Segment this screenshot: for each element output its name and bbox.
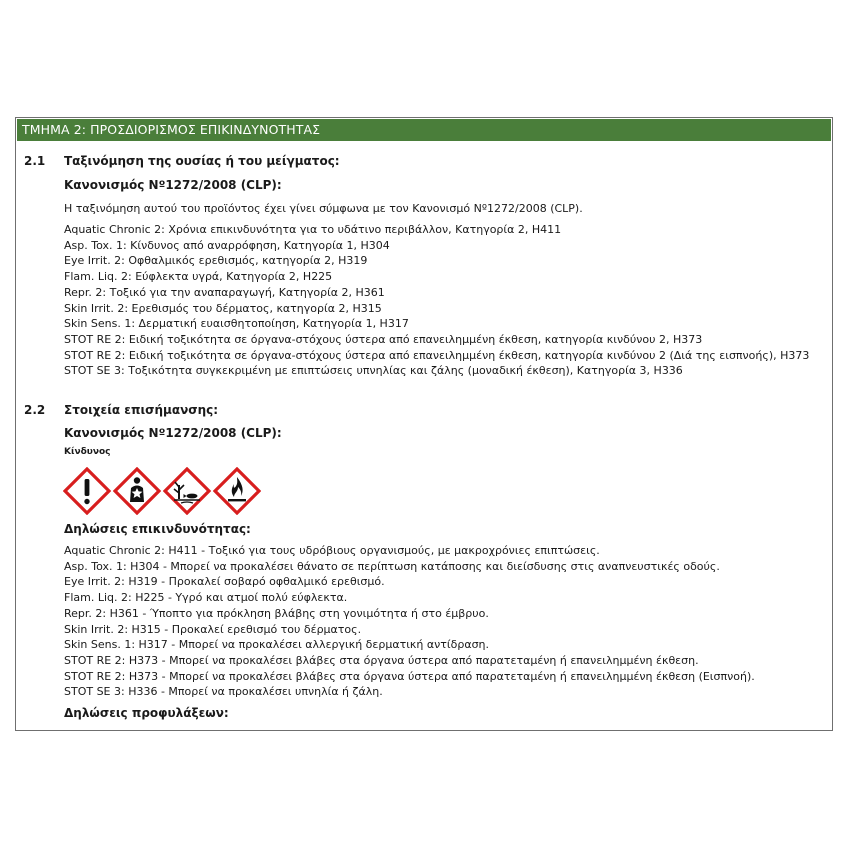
classification-item: STOT RE 2: Ειδική τοξικότητα σε όργανα-στόχους ύστερα από επανειλημμένη έκθεση, κατηγορία κινδύνου 2 (Διά της εισπνοής), H373 <box>64 348 810 362</box>
hazard-statement: Repr. 2: H361 - Ύποπτο για πρόκληση βλάβης στη γονιμότητα ή στο έμβρυο. <box>64 606 489 620</box>
section-2-1-regulation: Κανονισμός Nº1272/2008 (CLP): <box>64 178 282 192</box>
hazard-statements-list <box>64 543 755 700</box>
section-number-2-1: 2.1 <box>24 154 46 168</box>
hazard-statement: Asp. Tox. 1: H304 - Μπορεί να προκαλέσει θάνατο σε περίπτωση κατάποσης και διείσδυσης στις αναπνευστικές οδούς. <box>64 559 720 573</box>
hazard-statement: STOT SE 3: H336 - Μπορεί να προκαλέσει υπνηλία ή ζάλη. <box>64 685 383 699</box>
section-header: ΤΜΗΜΑ 2: ΠΡΟΣΔΙΟΡΙΣΜΟΣ ΕΠΙΚΙΝΔΥΝΟΤΗΤΑΣ <box>17 119 831 141</box>
hazard-statement: Flam. Liq. 2: H225 - Υγρό και ατμοί πολύ εύφλεκτα. <box>64 591 348 605</box>
classification-item: Repr. 2: Τοξικό για την αναπαραγωγή, Κατηγορία 2, H361 <box>64 285 385 299</box>
section-2-2-regulation: Κανονισμός Nº1272/2008 (CLP): <box>64 426 282 440</box>
hazard-statement: STOT RE 2: H373 - Μπορεί να προκαλέσει βλάβες στα όργανα ύστερα από παρατεταμένη ή επανειλημμένη έκθεση (Εισπνοή). <box>64 669 755 683</box>
classification-statement: Η ταξινόμηση αυτού του προϊόντος έχει γίνει σύμφωνα με τον Κανονισμό Nº1272/2008 (CLP). <box>64 202 583 215</box>
section-number-2-2: 2.2 <box>24 403 46 417</box>
signal-word: Κίνδυνος <box>64 447 111 457</box>
exclamation-mark-icon <box>63 467 111 515</box>
classification-item: Skin Sens. 1: Δερματική ευαισθητοποίηση, Κατηγορία 1, H317 <box>64 317 409 331</box>
classification-item: Flam. Liq. 2: Εύφλεκτα υγρά, Κατηγορία 2, H225 <box>64 270 333 284</box>
classification-item: STOT SE 3: Τοξικότητα συγκεκριμένη με επιπτώσεις υπνηλίας και ζάλης (μοναδική έκθεση), Κατηγορία 3, H336 <box>64 364 683 378</box>
classification-item: Asp. Tox. 1: Κίνδυνος από αναρρόφηση, Κατηγορία 1, H304 <box>64 238 390 252</box>
precautionary-statements-heading: Δηλώσεις προφυλάξεων: <box>64 706 229 720</box>
hazard-statement: STOT RE 2: H373 - Μπορεί να προκαλέσει βλάβες στα όργανα ύστερα από παρατεταμένη ή επανειλημμένη έκθεση. <box>64 653 699 667</box>
ghs-pictograms <box>63 467 261 515</box>
section-2-2-title: Στοιχεία επισήμανσης: <box>64 403 219 417</box>
flame-icon <box>213 467 261 515</box>
hazard-statement: Skin Sens. 1: H317 - Μπορεί να προκαλέσει αλλεργική δερματική αντίδραση. <box>64 638 490 652</box>
environment-icon <box>163 467 211 515</box>
hazard-statement: Eye Irrit. 2: H319 - Προκαλεί σοβαρό οφθαλμικό ερεθισμό. <box>64 575 385 589</box>
classification-item: STOT RE 2: Ειδική τοξικότητα σε όργανα-στόχους ύστερα από επανειλημμένη έκθεση, κατηγορία κινδύνου 2, H373 <box>64 332 703 346</box>
hazard-statement: Aquatic Chronic 2: H411 - Τοξικό για τους υδρόβιους οργανισμούς, με μακροχρόνιες επιπτώσεις. <box>64 544 600 557</box>
classification-item: Skin Irrit. 2: Ερεθισμός του δέρματος, κατηγορία 2, H315 <box>64 301 382 315</box>
classification-item: Aquatic Chronic 2: Χρόνια επικινδυνότητα για το υδάτινο περιβάλλον, Κατηγορία 2, H411 <box>64 223 562 236</box>
health-hazard-icon <box>113 467 161 515</box>
sds-section-frame <box>15 117 833 731</box>
classification-item: Eye Irrit. 2: Οφθαλμικός ερεθισμός, κατηγορία 2, H319 <box>64 254 368 268</box>
classification-list <box>64 222 809 379</box>
hazard-statement: Skin Irrit. 2: H315 - Προκαλεί ερεθισμό του δέρματος. <box>64 622 362 636</box>
hazard-statements-heading: Δηλώσεις επικινδυνότητας: <box>64 522 251 536</box>
section-2-1-title: Ταξινόμηση της ουσίας ή του μείγματος: <box>64 154 340 168</box>
